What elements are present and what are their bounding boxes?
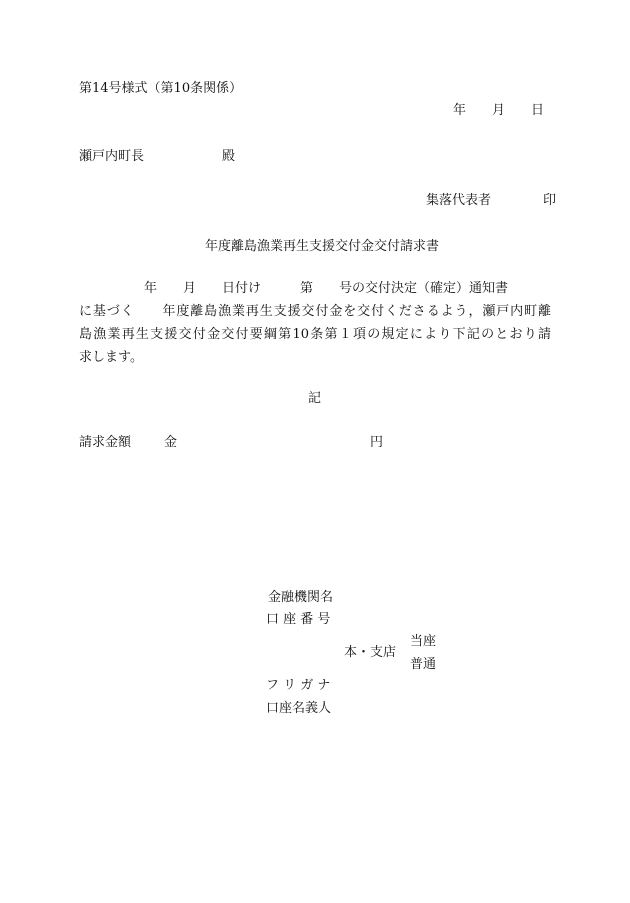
bank-institution-label: 金融機関名 (268, 590, 334, 605)
account-holder-label: 口座名義人 (266, 701, 332, 716)
claim-kin: 金 (164, 435, 178, 450)
body-line: 求します。 (79, 350, 143, 365)
addressee: 瀬戸内町長 殿 (79, 149, 236, 164)
account-type-current: 当座 (410, 634, 437, 649)
account-type-ordinary: 普通 (410, 657, 437, 672)
bank-account-number-label: 口 座 番 号 (266, 612, 331, 627)
body-line: に基づく 年度離島漁業再生支援交付金を交付くださるよう，瀬戸内町離 (79, 304, 551, 319)
ki-heading: 記 (308, 391, 322, 406)
body-line: 島漁業再生支援交付金交付要綱第10条第１項の規定により下記のとおり請 (79, 327, 551, 342)
date-line: 年 月 日 (453, 103, 545, 118)
applicant-representative: 集落代表者 印 (426, 193, 557, 208)
furigana-label: フ リ ガ ナ (266, 678, 331, 693)
document-title: 年度離島漁業再生支援交付金交付請求書 (205, 239, 440, 254)
claim-amount-label: 請求金額 (79, 435, 132, 450)
body-line: 年 月 日付け 第 号の交付決定（確定）通知書 (79, 281, 509, 296)
claim-yen: 円 (370, 435, 384, 450)
bank-branch-label: 本・支店 (344, 645, 397, 660)
form-number: 第14号様式（第10条関係） (79, 81, 243, 96)
